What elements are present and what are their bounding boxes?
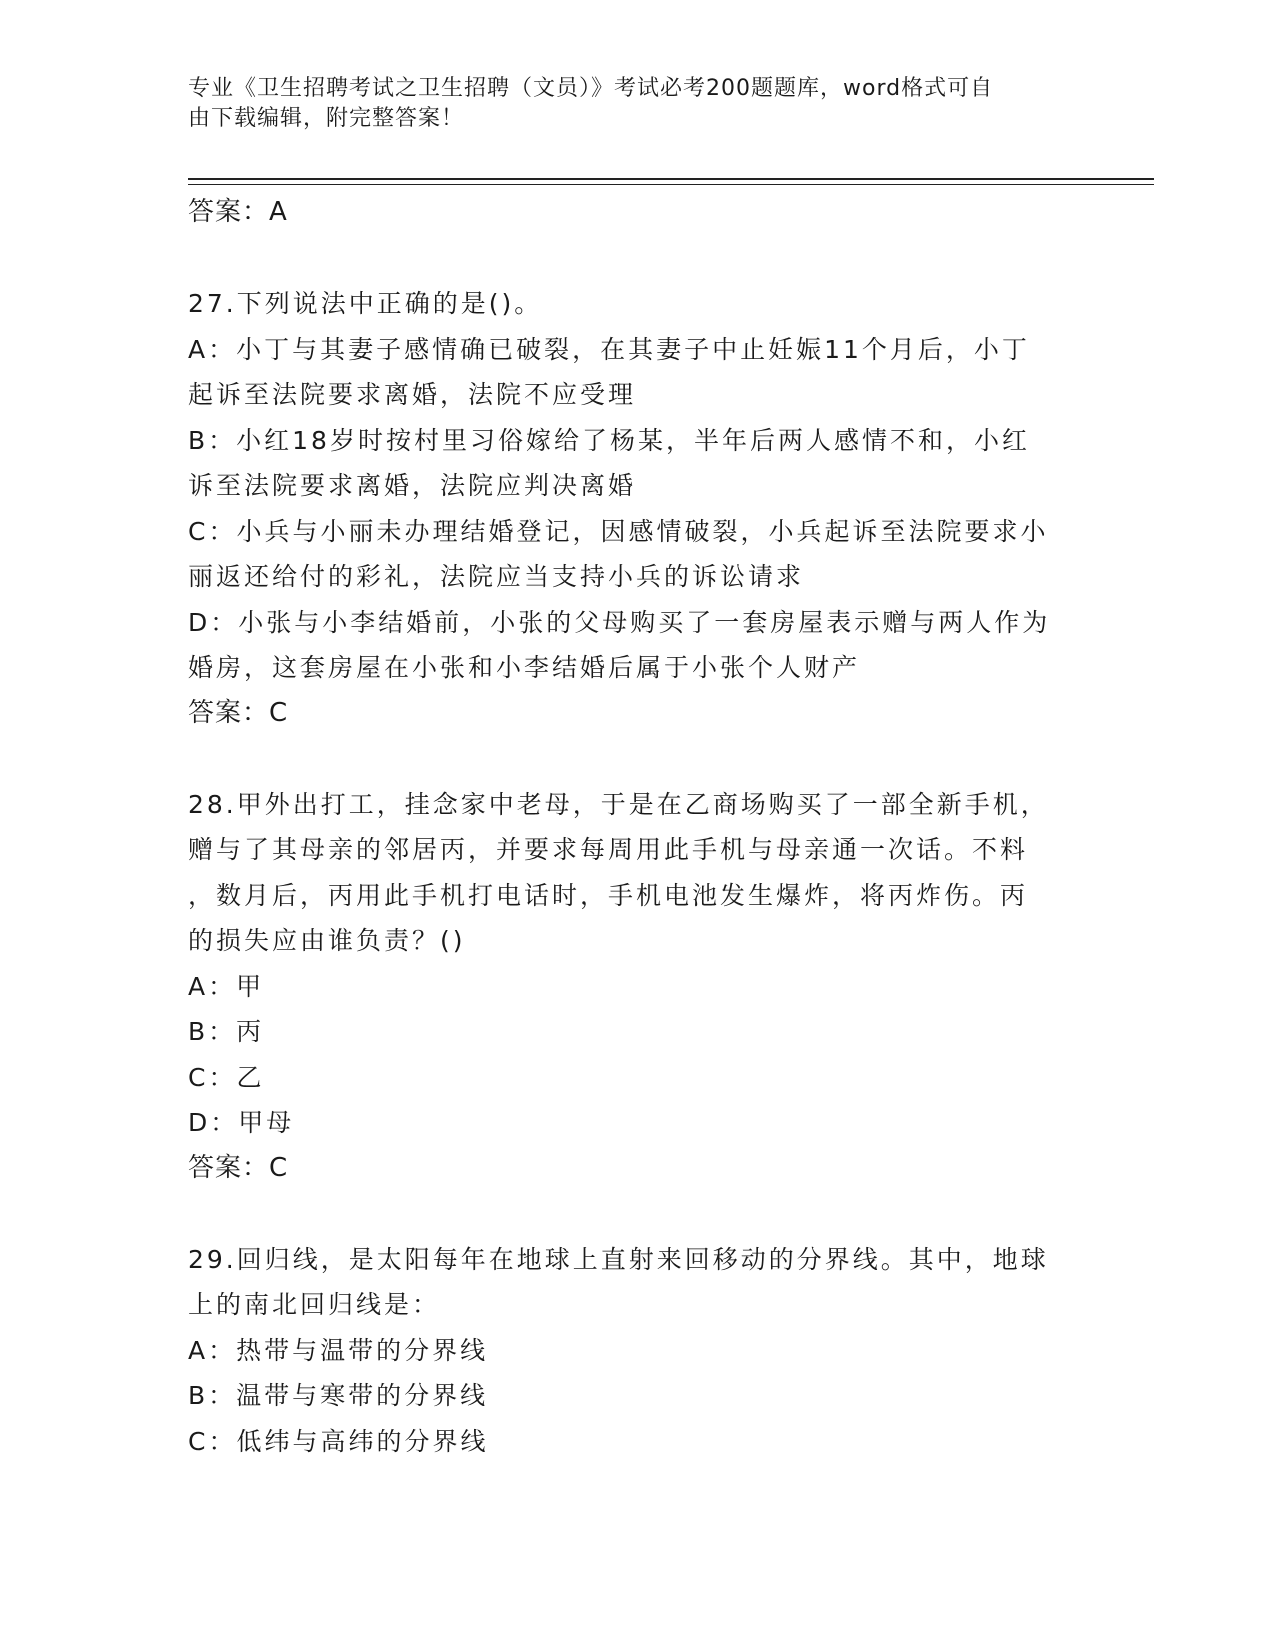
header-divider-thick [188,178,1154,180]
option-b-cont: 诉至法院要求离婚，法院应判决离婚 [188,471,637,500]
answer-line: 答案：A [188,197,288,227]
option-b: B：丙 [188,1017,265,1046]
spacer [188,1191,1078,1237]
option-c: C：低纬与高纬的分界线 [188,1426,489,1456]
option-a: A：甲 [188,971,265,1001]
spacer [188,736,1078,782]
option-a: A：热带与温带的分界线 [188,1335,489,1365]
question-content [188,190,1078,1464]
document-header [188,74,1068,134]
option-b: B：小红18岁时按村里习俗嫁给了杨某，半年后两人感情不和，小红 [188,425,1030,455]
option-d: D：甲母 [188,1108,295,1137]
option-c: C：乙 [188,1062,265,1092]
question-28 [188,782,1078,1192]
option-a: A：小丁与其妻子感情确已破裂，在其妻子中止妊娠11个月后，小丁 [188,334,1030,364]
answer-line: 答案：C [188,1152,289,1183]
question-stem: 29.回归线，是太阳每年在地球上直射来回移动的分界线。其中，地球 [188,1244,1049,1274]
question-stem-cont: 上的南北回归线是： [188,1290,441,1319]
header-divider-thin [188,184,1154,185]
question-stem-cont: 赠与了其母亲的邻居丙，并要求每周用此手机与母亲通一次话。不料 [188,835,1029,864]
header-line-1: 专业《卫生招聘考试之卫生招聘（文员）》考试必考200题题库，word格式可自 [188,76,994,101]
question-stem-cont: 的损失应由谁负责？() [188,926,466,955]
question-stem: 28.甲外出打工，挂念家中老母，于是在乙商场购买了一部全新手机， [188,789,1049,819]
question-stem: 27.下列说法中正确的是()。 [188,289,543,318]
question-29 [188,1237,1078,1465]
option-c: C：小兵与小丽未办理结婚登记，因感情破裂，小兵起诉至法院要求小 [188,516,1049,546]
header-line-2: 由下载编辑，附完整答案！ [188,106,465,131]
option-b: B：温带与寒带的分界线 [188,1381,489,1410]
option-d: D：小张与小李结婚前，小张的父母购买了一套房屋表示赠与两人作为 [188,607,1051,637]
answer-line: 答案：C [188,697,289,728]
option-c-cont: 丽返还给付的彩礼，法院应当支持小兵的诉讼请求 [188,562,805,591]
option-a-cont: 起诉至法院要求离婚，法院不应受理 [188,380,637,409]
option-d-cont: 婚房，这套房屋在小张和小李结婚后属于小张个人财产 [188,653,861,682]
spacer [188,236,1078,282]
question-stem-cont: ，数月后，丙用此手机打电话时，手机电池发生爆炸，将丙炸伤。丙 [188,880,1029,910]
question-27 [188,281,1078,736]
